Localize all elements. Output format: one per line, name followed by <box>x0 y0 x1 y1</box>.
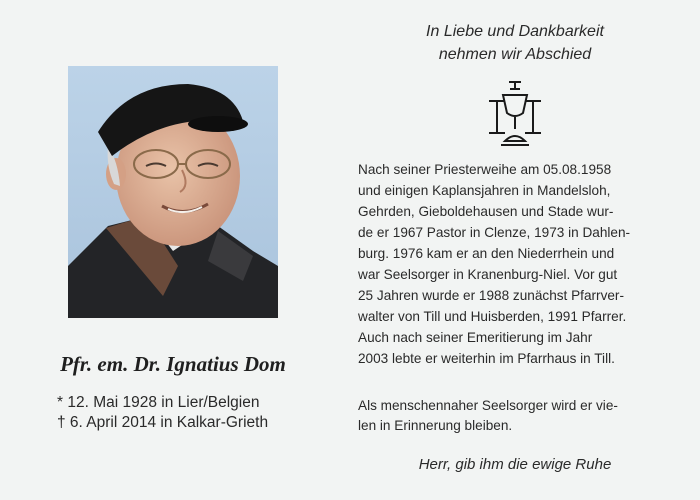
memory-line: Als menschennaher Seelsorger wird er vie- <box>358 398 618 413</box>
bio-line: 2003 lebte er weiterhin im Pfarrhaus in Till. <box>358 351 615 366</box>
death-date: † 6. April 2014 in Kalkar-Grieth <box>57 414 269 431</box>
headline-line-1: In Liebe und Dankbarkeit <box>426 23 604 40</box>
bio-line: war Seelsorger in Kranenburg-Niel. Vor gut <box>358 267 618 282</box>
bio-line: de er 1967 Pastor in Clenze, 1973 in Dahlen- <box>358 225 631 240</box>
bio-line: walter von Till und Huisberden, 1991 Pfarrer. <box>358 309 627 324</box>
bio-line: Gehrden, Gieboldehausen und Stade wur- <box>358 204 614 219</box>
headline-line-2: nehmen wir Abschied <box>438 46 592 63</box>
memory-text <box>358 396 678 436</box>
bio-line: Auch nach seiner Emeritierung im Jahr <box>358 330 593 345</box>
bio-line: und einigen Kaplansjahren in Mandelsloh, <box>358 183 611 198</box>
bio-line: burg. 1976 kam er an den Niederrhein und <box>358 246 615 261</box>
chalice-cross-icon <box>483 79 547 151</box>
closing-prayer: Herr, gib ihm die ewige Ruhe <box>418 456 612 473</box>
portrait-photo <box>68 66 278 318</box>
bio-line: 25 Jahren wurde er 1988 zunächst Pfarrver- <box>358 288 624 303</box>
memory-line: len in Erinnerung bleiben. <box>358 418 513 433</box>
deceased-name: Pfr. em. Dr. Ignatius Dom <box>60 352 286 376</box>
birth-date: * 12. Mai 1928 in Lier/Belgien <box>57 394 260 411</box>
farewell-headline <box>360 20 670 66</box>
bio-line: Nach seiner Priesterweihe am 05.08.1958 <box>358 162 612 177</box>
life-dates <box>57 393 268 433</box>
biography-text <box>358 159 674 369</box>
